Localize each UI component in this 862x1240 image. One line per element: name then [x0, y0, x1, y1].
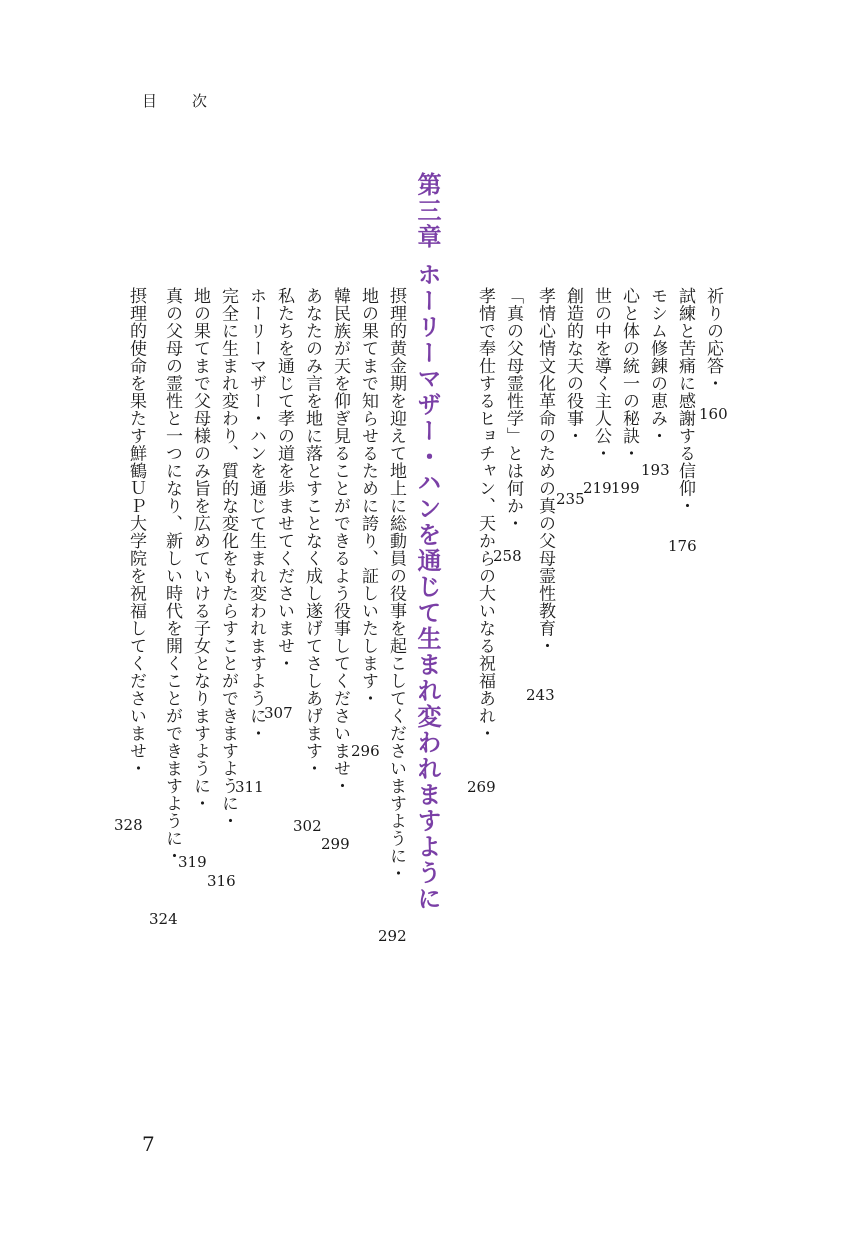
- toc-entry-dot: ・: [619, 444, 639, 462]
- toc-entry[interactable]: [387, 287, 404, 882]
- toc-entry[interactable]: [504, 287, 521, 532]
- toc-entry-page: 319: [178, 853, 207, 871]
- toc-entry[interactable]: [536, 287, 553, 655]
- toc-entry-page: 235: [556, 490, 585, 508]
- toc-entry-title: 地の果てまで父母様のみ旨を広めていける子女となりますように: [190, 287, 210, 795]
- toc-entry[interactable]: [191, 287, 208, 812]
- toc-entry-page: 176: [668, 537, 697, 555]
- toc-entry-page: 160: [699, 405, 728, 423]
- toc-entry[interactable]: [275, 287, 292, 672]
- toc-entry-dot: ・: [162, 847, 182, 865]
- toc-entry-page: 302: [293, 817, 322, 835]
- toc-entry[interactable]: [564, 287, 581, 445]
- toc-entry[interactable]: [163, 287, 180, 865]
- toc-entry[interactable]: [359, 287, 376, 707]
- toc-entry-page: 296: [351, 742, 380, 760]
- toc-entry[interactable]: [247, 287, 264, 742]
- toc-entry-page: 311: [235, 778, 264, 796]
- toc-entry[interactable]: [620, 287, 637, 462]
- toc-entry-page: 316: [207, 872, 236, 890]
- toc-entry-dot: ・: [126, 759, 146, 777]
- toc-entry[interactable]: [127, 287, 144, 777]
- toc-entry-dot: ・: [274, 654, 294, 672]
- toc-entry-dot: ・: [190, 794, 210, 812]
- toc-entry-title: 世の中を導く主人公: [591, 287, 611, 445]
- toc-entry-title: 完全に生まれ変わり、質的な変化をもたらすことができますように: [218, 287, 238, 812]
- toc-entry-title: 摂理的使命を果たす鮮鶴ＵＰ大学院を祝福してくださいませ: [126, 287, 146, 760]
- toc-entry-dot: ・: [246, 724, 266, 742]
- toc-entry-title: 韓民族が天を仰ぎ見ることができるよう役事してくださいませ: [330, 287, 350, 777]
- toc-entry-dot: ・: [386, 864, 406, 882]
- toc-entry[interactable]: [676, 287, 693, 515]
- toc-entry-page: 328: [114, 816, 143, 834]
- toc-entry-title: 私たちを通じて孝の道を歩ませてくださいませ: [274, 287, 294, 655]
- toc-entry-title: モシム修錬の恵み: [647, 287, 667, 427]
- toc-header: 目 次: [142, 92, 218, 110]
- toc-entry-dot: ・: [591, 444, 611, 462]
- toc-entry-title: あなたのみ言を地に落とすことなく成し遂げてさしあげます: [302, 287, 322, 760]
- toc-entry-dot: ・: [358, 689, 378, 707]
- toc-entry-title: 孝情で奉仕するヒョチャン、天からの大いなる祝福あれ: [475, 287, 495, 725]
- toc-entry-title: 摂理的黄金期を迎えて地上に総動員の役事を起こしてくださいますように: [386, 287, 406, 865]
- toc-entry[interactable]: [704, 287, 721, 392]
- toc-entry-title: ホーリーマザー・ハンを通じて生まれ変われますように: [246, 287, 266, 725]
- toc-entry-dot: ・: [302, 759, 322, 777]
- page-number: 7: [142, 1132, 155, 1156]
- toc-entry-page: 269: [467, 778, 496, 796]
- toc-entry-title: 心と体の統一の秘訣: [619, 287, 639, 445]
- toc-entry-dot: ・: [475, 724, 495, 742]
- toc-entry-page: 193: [641, 461, 670, 479]
- toc-entry[interactable]: [303, 287, 320, 777]
- toc-entry-dot: ・: [330, 777, 350, 795]
- toc-entry-title: 孝情心情文化革命のための真の父母霊性教育: [535, 287, 555, 637]
- toc-entry-dot: ・: [703, 374, 723, 392]
- toc-entry-title: 創造的な天の役事: [563, 287, 583, 427]
- toc-entry-dot: ・: [675, 497, 695, 515]
- toc-entry-dot: ・: [218, 812, 238, 830]
- toc-entry[interactable]: [219, 287, 236, 830]
- toc-entry[interactable]: [476, 287, 493, 742]
- toc-entry-dot: ・: [647, 427, 667, 445]
- toc-entry-page: 324: [149, 910, 178, 928]
- toc-entry[interactable]: [648, 287, 665, 445]
- toc-entry-page: 199: [611, 479, 640, 497]
- toc-entry-dot: ・: [535, 637, 555, 655]
- toc-entry-page: 307: [264, 704, 293, 722]
- chapter-label: 第三章: [413, 172, 442, 250]
- chapter-title: ホーリーマザー・ハンを通じて生まれ変われますように: [413, 262, 442, 912]
- toc-entry[interactable]: [592, 287, 609, 462]
- toc-entry-title: 「真の父母霊性学」とは何か: [503, 287, 523, 515]
- toc-entry-page: 243: [526, 686, 555, 704]
- toc-entry-dot: ・: [563, 427, 583, 445]
- toc-entry-title: 試練と苦痛に感謝する信仰: [675, 287, 695, 497]
- toc-entry-page: 258: [493, 547, 522, 565]
- toc-entry-dot: ・: [503, 514, 523, 532]
- toc-entry-page: 292: [378, 927, 407, 945]
- toc-entry-title: 祈りの応答: [703, 287, 723, 375]
- toc-entry-title: 地の果てまで知らせるために誇り、証しいたします: [358, 287, 378, 690]
- toc-entry-page: 299: [321, 835, 350, 853]
- toc-entry[interactable]: [331, 287, 348, 795]
- toc-entry-page: 219: [583, 479, 612, 497]
- toc-entry-title: 真の父母の霊性と一つになり、新しい時代を開くことができますように: [162, 287, 182, 847]
